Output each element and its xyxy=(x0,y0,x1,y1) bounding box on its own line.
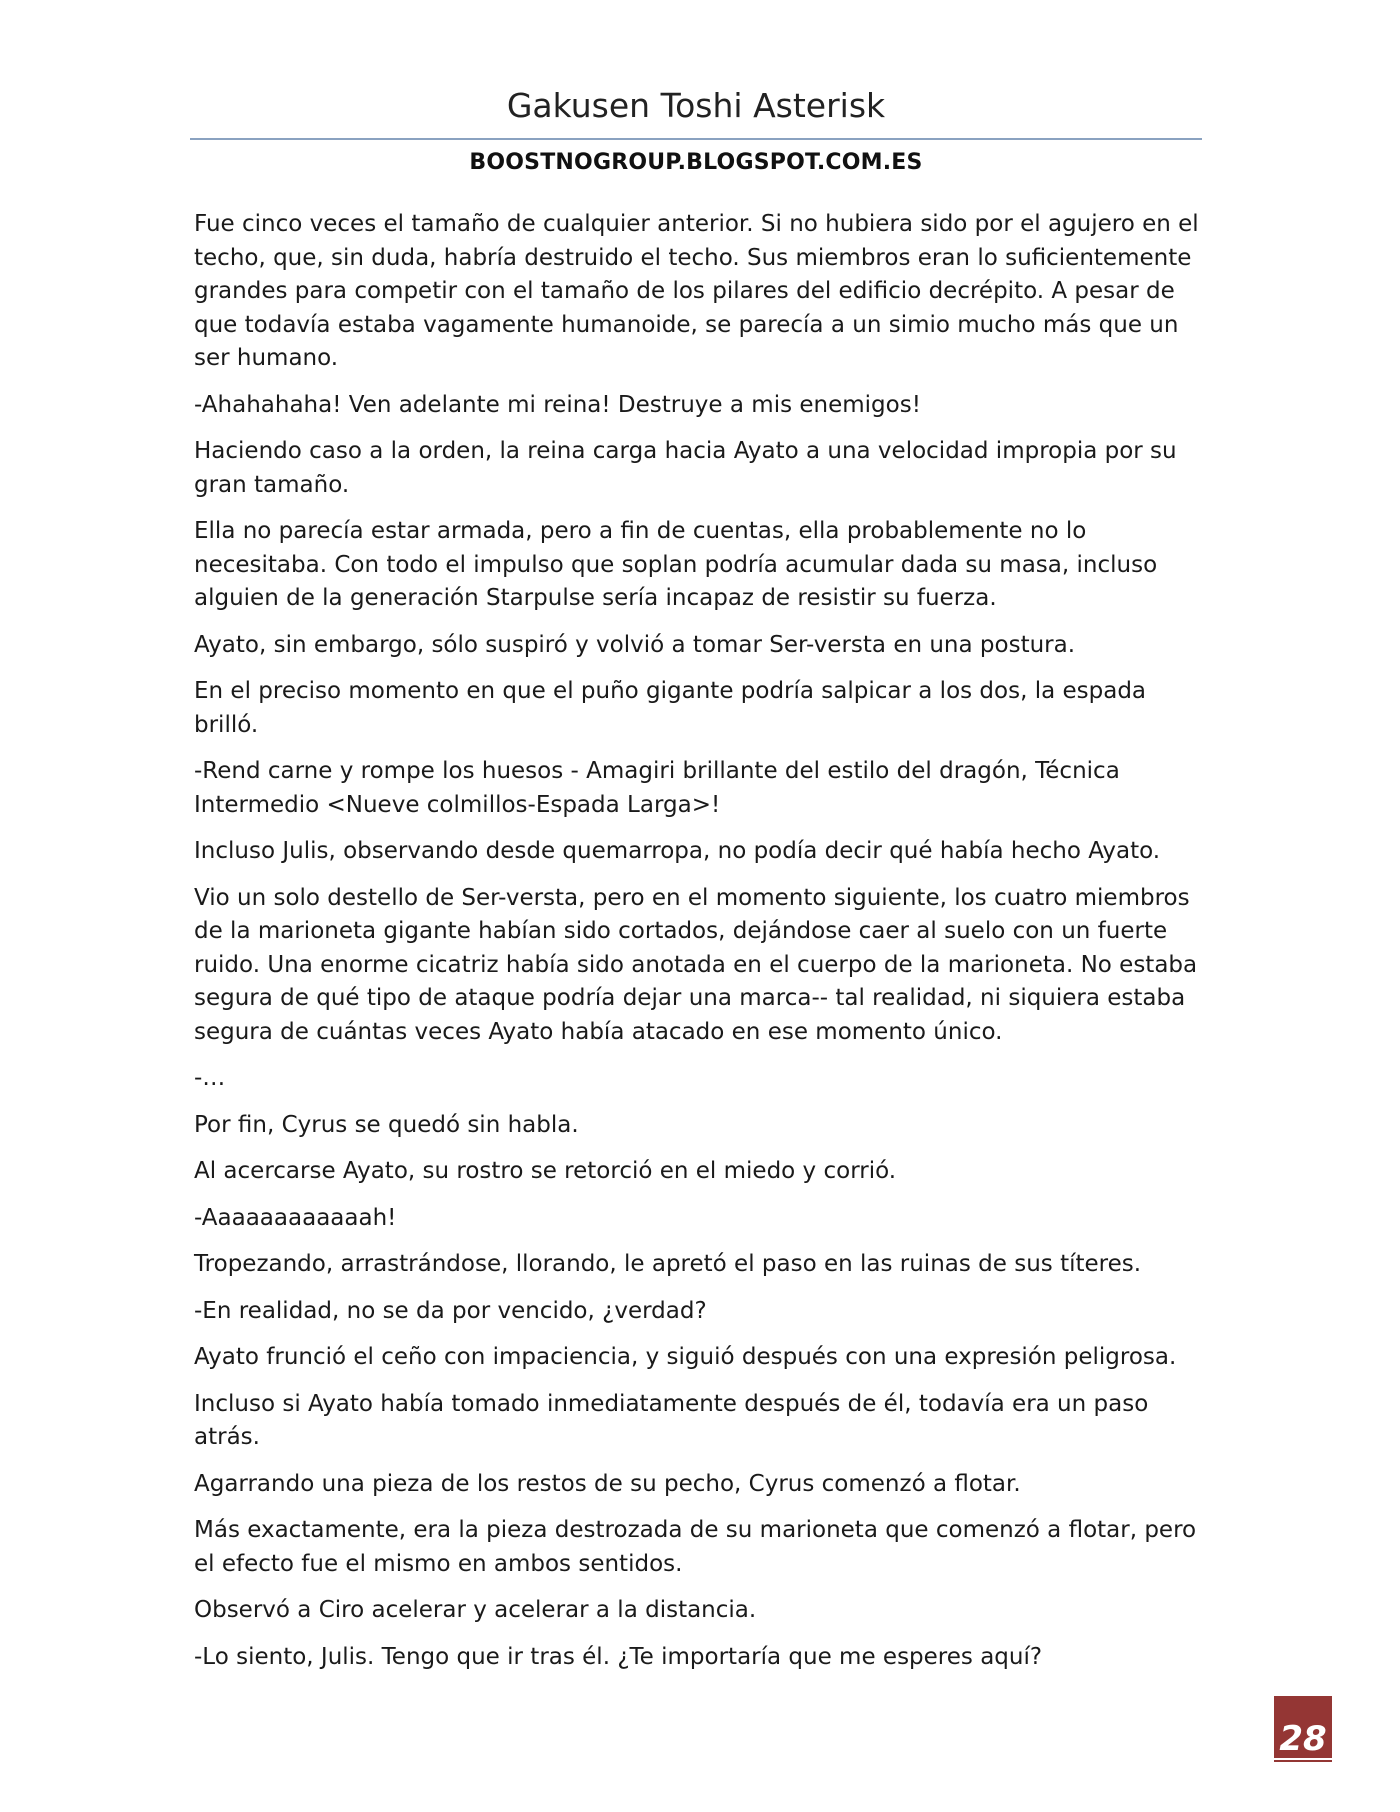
paragraph: Vio un solo destello de Ser-versta, pero en el momento siguiente, los cuatro miembros de la marioneta gigante habían sido cortados, dejándose caer al suelo con un fuerte ruido. Una enorme cicatriz había sido anotada en el cuerpo de la marioneta. No estaba segura de qué tipo de ataque podría dejar una marca-- tal realidad, ni siquiera estaba segura de cuántas veces Ayato había atacado en ese momento único. xyxy=(194,884,1198,1045)
paragraph: Ella no parecía estar armada, pero a fin de cuentas, ella probablemente no lo necesitaba. Con todo el impulso que soplan podría acumular dada su masa, incluso alguien de la generación Starpulse sería incapaz de resistir su fuerza. xyxy=(194,518,1158,611)
paragraph: Incluso Julis, observando desde quemarropa, no podía decir qué había hecho Ayato. xyxy=(194,838,1161,864)
paragraph: Ayato frunció el ceño con impaciencia, y siguió después con una expresión peligrosa. xyxy=(194,1344,1177,1370)
paragraph: Ayato, sin embargo, sólo suspiró y volvió a tomar Ser-versta en una postura. xyxy=(194,631,1076,658)
paragraph: -Lo siento, Julis. Tengo que ir tras él. ¿Te importaría que me esperes aquí? xyxy=(194,1643,1043,1670)
paragraph: -Rend carne y rompe los huesos - Amagiri brillante del estilo del dragón, Técnica Intermedio <Nueve colmillos-Espada Larga>! xyxy=(194,758,1120,818)
paragraph: Observó a Ciro acelerar y acelerar a la distancia. xyxy=(194,1597,757,1623)
book-title: Gakusen Toshi Asterisk xyxy=(506,86,886,125)
paragraph: -En realidad, no se da por vencido, ¿verdad? xyxy=(194,1297,707,1324)
paragraph: -Aaaaaaaaaaaah! xyxy=(194,1204,397,1231)
paragraph: Más exactamente, era la pieza destrozada de su marioneta que comenzó a flotar, pero el efecto fue el mismo en ambos sentidos. xyxy=(194,1517,1197,1577)
page-header xyxy=(190,84,1202,178)
site-name: BOOSTNOGROUP.BLOGSPOT.COM.ES xyxy=(469,150,923,175)
page-number-badge xyxy=(1274,1696,1332,1762)
header-divider xyxy=(190,138,1202,140)
paragraph: -… xyxy=(194,1065,226,1091)
paragraph: En el preciso momento en que el puño gigante podría salpicar a los dos, la espada brilló. xyxy=(194,678,1147,738)
page-number: 28 xyxy=(1279,1719,1327,1759)
paragraph: Haciendo caso a la orden, la reina carga hacia Ayato a una velocidad impropia por su gran tamaño. xyxy=(194,438,1177,498)
paragraph: Por fin, Cyrus se quedó sin habla. xyxy=(194,1111,579,1138)
paragraph: Al acercarse Ayato, su rostro se retorció en el miedo y corrió. xyxy=(194,1158,897,1184)
paragraph: Incluso si Ayato había tomado inmediatamente después de él, todavía era un paso atrás. xyxy=(194,1390,1149,1450)
body-text xyxy=(194,208,1206,1687)
paragraph: Tropezando, arrastrándose, llorando, le apretó el paso en las ruinas de sus títeres. xyxy=(194,1251,1142,1277)
paragraph: Fue cinco veces el tamaño de cualquier anterior. Si no hubiera sido por el agujero en el techo, que, sin duda, habría destruido el techo. Sus miembros eran lo suficientemente grandes para competir con el tamaño de los pilares del edificio decrépito. A pesar de que todavía estaba vagamente humanoide, se parecía a un simio mucho más que un ser humano. xyxy=(194,211,1199,371)
paragraph: Agarrando una pieza de los restos de su pecho, Cyrus comenzó a flotar. xyxy=(194,1470,1021,1497)
page-number-underline xyxy=(1274,1758,1332,1760)
paragraph: -Ahahahaha! Ven adelante mi reina! Destruye a mis enemigos! xyxy=(194,391,921,418)
